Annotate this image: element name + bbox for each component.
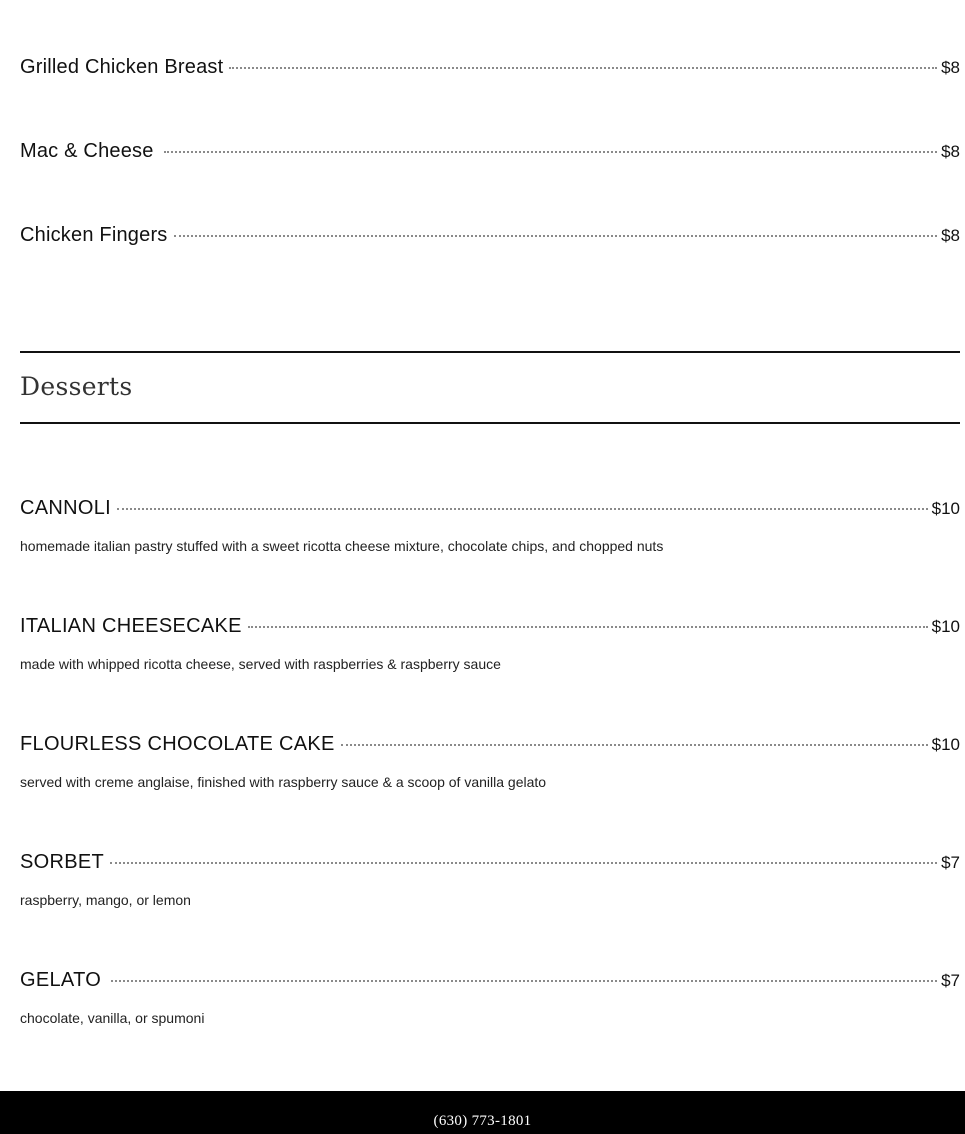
menu-item: [20, 224, 960, 247]
section-divider-bottom: [20, 422, 960, 424]
dotted-leader: [341, 744, 928, 746]
menu-item: [20, 140, 960, 163]
item-name: Grilled Chicken Breast: [20, 56, 224, 78]
item-description: chocolate, vanilla, or spumoni: [20, 1010, 205, 1026]
section-divider-top: [20, 351, 960, 353]
dotted-leader: [111, 980, 937, 982]
item-description: served with creme anglaise, finished with raspberry sauce & a scoop of vanilla gelato: [20, 774, 547, 790]
item-name: GELATO: [20, 969, 102, 991]
dotted-leader: [110, 862, 937, 864]
item-name: FLOURLESS CHOCOLATE CAKE: [20, 733, 335, 755]
item-price: $8: [941, 58, 960, 77]
item-name: Mac & Cheese: [20, 140, 154, 162]
dotted-leader: [248, 626, 928, 628]
item-price: $7: [941, 971, 960, 990]
item-name: CANNOLI: [20, 497, 112, 519]
menu-item: [20, 851, 960, 908]
item-name: Chicken Fingers: [20, 224, 168, 246]
footer-bar: [0, 1091, 965, 1134]
item-name: SORBET: [20, 851, 105, 873]
item-price: $8: [941, 142, 960, 161]
footer-phone-link[interactable]: (630) 773-1801: [433, 1113, 532, 1129]
item-description: raspberry, mango, or lemon: [20, 892, 191, 908]
dotted-leader: [174, 235, 938, 237]
menu-item: [20, 615, 960, 672]
section-title-desserts: Desserts: [20, 372, 133, 401]
menu-item: [20, 733, 960, 790]
item-price: $10: [931, 617, 960, 636]
dotted-leader: [117, 508, 928, 510]
item-price: $8: [941, 226, 960, 245]
menu-item: [20, 969, 960, 1026]
item-description: made with whipped ricotta cheese, served with raspberries & raspberry sauce: [20, 656, 501, 672]
menu-item: [20, 497, 960, 554]
item-price: $10: [931, 735, 960, 754]
dotted-leader: [164, 151, 938, 153]
item-name: ITALIAN CHEESECAKE: [20, 615, 242, 637]
item-price: $7: [941, 853, 960, 872]
dotted-leader: [229, 67, 937, 69]
menu-item: [20, 56, 960, 79]
item-description: homemade italian pastry stuffed with a sweet ricotta cheese mixture, chocolate chips, and chopped nuts: [20, 538, 664, 554]
item-price: $10: [931, 499, 960, 518]
